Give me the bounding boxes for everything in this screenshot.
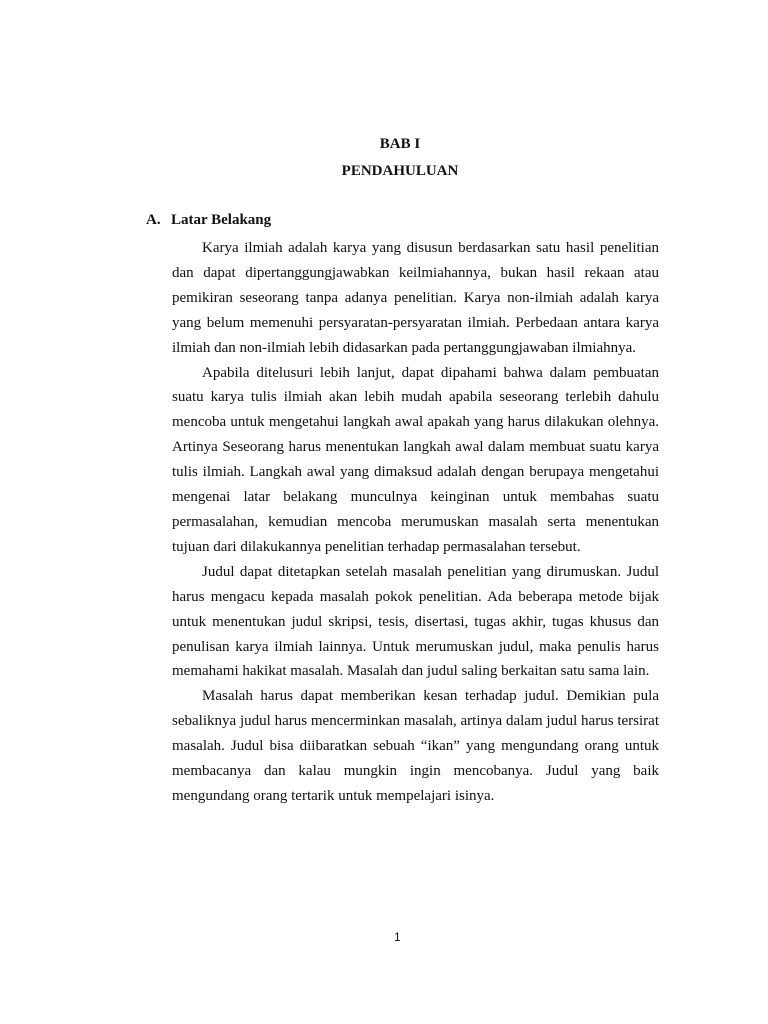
chapter-label: BAB I	[379, 136, 421, 152]
page-number: 1	[394, 930, 401, 944]
paragraph-3: Judul dapat ditetapkan setelah masalah penelitian yang dirumuskan. Judul harus mengacu kepada masalah pokok penelitian. Ada beberapa metode bijak untuk menentukan judul skripsi, tesis, disertasi, tugas akhir, tugas khusus dan penulisan karya ilmiah lainnya. Untuk merumuskan judul, maka penulis harus memahami hakikat masalah. Masalah dan judul saling berkaitan satu sama lain.	[172, 563, 659, 680]
paragraph-4: Masalah harus dapat memberikan kesan terhadap judul. Demikian pula sebaliknya judul harus mencerminkan masalah, artinya dalam judul harus tersirat masalah. Judul bisa diibaratkan sebuah “ikan” yang mengundang orang untuk membacanya dan kalau mungkin ingin mencobanya. Judul yang baik mengundang orang tertarik untuk mempelajari isinya.	[172, 688, 659, 804]
section-title: Latar Belakang	[171, 212, 272, 228]
chapter-title: PENDAHULUAN	[341, 163, 459, 179]
section-heading	[146, 211, 271, 229]
paragraph-2: Apabila ditelusuri lebih lanjut, dapat dipahami bahwa dalam pembuatan suatu karya tulis ilmiah akan lebih mudah apabila seseorang terlebih dahulu mencoba untuk mengetahui langkah awal apakah yang harus dilakukan olehnya. Artinya Seseorang harus menentukan langkah awal dalam membuat suatu karya tulis ilmiah. Langkah awal yang dimaksud adalah dengan berupaya mengetahui mengenai latar belakang munculnya keinginan untuk membahas suatu permasalahan, kemudian mencoba merumuskan masalah serta menentukan tujuan dari dilakukannya penelitian terhadap permasalahan tersebut.	[172, 364, 659, 555]
body-text	[172, 236, 659, 809]
paragraph-1: Karya ilmiah adalah karya yang disusun berdasarkan satu hasil penelitian dan dapat dipertanggungjawabkan keilmiahannya, bukan hasil rekaan atau pemikiran seseorang tanpa adanya penelitian. Karya non-ilmiah adalah karya yang belum memenuhi persyaratan-persyaratan ilmiah. Perbedaan antara karya ilmiah dan non-ilmiah lebih didasarkan pada pertanggungjawaban ilmiahnya.	[172, 240, 659, 356]
section-marker: A.	[146, 212, 161, 228]
